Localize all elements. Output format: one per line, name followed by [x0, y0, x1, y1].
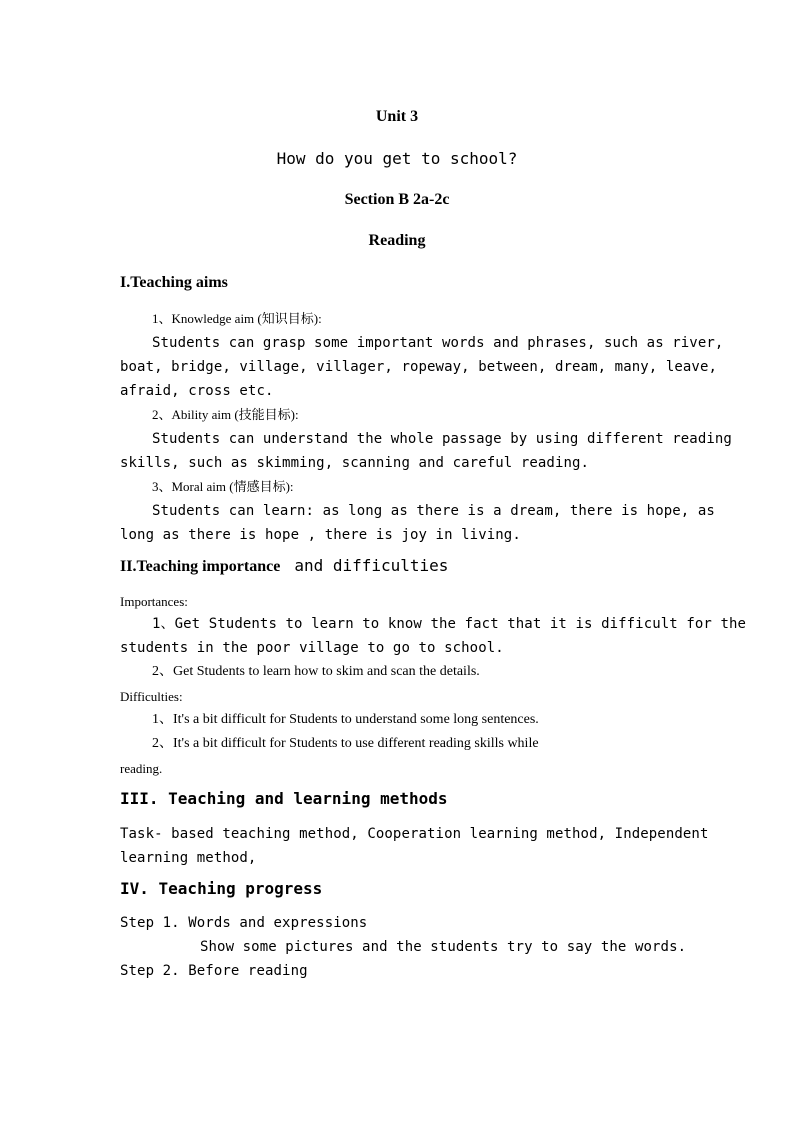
lesson-question: How do you get to school? [276, 149, 518, 168]
step-1: Step 1. Words and expressions [120, 915, 368, 931]
reading-title: Reading [368, 232, 426, 249]
moral-aim-text-2: long as there is hope , there is joy in living. [120, 527, 521, 543]
step-2: Step 2. Before reading [120, 963, 308, 979]
ability-aim-text-2: skills, such as skimming, scanning and careful reading. [120, 455, 590, 471]
importance-heading-part1: II.Teaching importance [120, 558, 281, 575]
importance-item-2: 2、Get Students to learn how to skim and scan the details. [152, 664, 480, 679]
progress-heading: IV. Teaching progress [120, 879, 323, 898]
difficulties-label: Difficulties: [120, 689, 183, 704]
methods-heading: III. Teaching and learning methods [120, 789, 448, 808]
step-1-detail: Show some pictures and the students try to say the words. [200, 939, 687, 955]
ability-aim-label: 2、Ability aim (技能目标): [152, 407, 299, 422]
moral-aim-label: 3、Moral aim (情感目标): [152, 479, 294, 494]
importance-heading [120, 556, 448, 577]
difficulty-item-2-line-2: reading. [120, 761, 163, 776]
knowledge-aim-text-2: boat, bridge, village, villager, ropeway, between, dream, many, leave, [120, 359, 718, 375]
methods-text-2: learning method, [120, 850, 257, 866]
moral-aim-text-1: Students can learn: as long as there is a dream, there is hope, as [152, 503, 715, 519]
importances-label: Importances: [120, 594, 188, 609]
difficulty-item-1: 1、It's a bit difficult for Students to understand some long sentences. [152, 712, 539, 727]
knowledge-aim-text-3: afraid, cross etc. [120, 383, 274, 399]
importance-heading-part2: and difficulties [294, 556, 449, 575]
importance-item-1-line-2: students in the poor village to go to school. [120, 640, 504, 656]
ability-aim-text-1: Students can understand the whole passage by using different reading [152, 431, 732, 447]
section-title: Section B 2a-2c [344, 191, 450, 208]
methods-text-1: Task- based teaching method, Cooperation learning method, Independent [120, 826, 709, 842]
importance-item-1-line-1: 1、Get Students to learn to know the fact that it is difficult for the [152, 616, 747, 632]
unit-title: Unit 3 [375, 108, 419, 125]
knowledge-aim-label: 1、Knowledge aim (知识目标): [152, 311, 322, 326]
difficulty-item-2-line-1: 2、It's a bit difficult for Students to use different reading skills while [152, 736, 539, 751]
knowledge-aim-text-1: Students can grasp some important words and phrases, such as river, [152, 335, 724, 351]
aims-heading: I.Teaching aims [120, 274, 228, 291]
